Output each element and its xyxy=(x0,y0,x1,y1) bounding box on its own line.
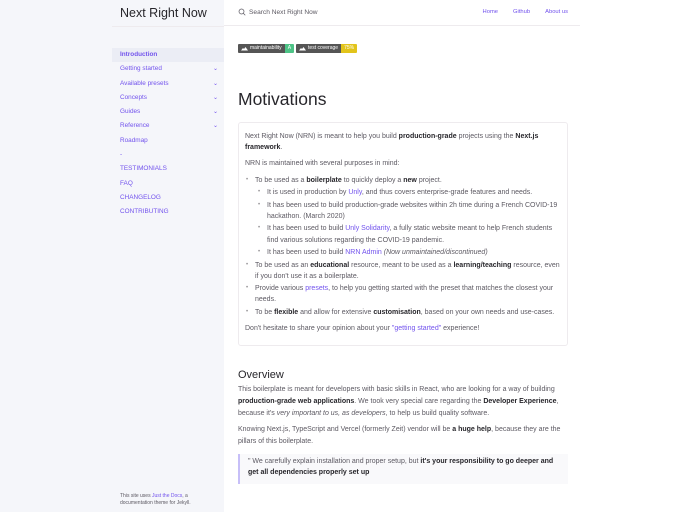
sidebar-item-label: Guides xyxy=(120,108,141,116)
chevron-down-icon[interactable]: ⌄ xyxy=(212,80,218,87)
overview-heading: Overview xyxy=(238,369,284,382)
site-title[interactable]: Next Right Now xyxy=(120,6,207,20)
badge-value: 75% xyxy=(341,44,357,53)
sidebar-footer xyxy=(120,493,220,507)
sidebar-item-introduction[interactable] xyxy=(112,48,224,62)
list-item: • To be flexible and allow for extensive customisation, based on your own needs and use-cases. xyxy=(245,307,561,318)
sidebar-item-label: TESTIMONIALS xyxy=(120,165,167,173)
sidebar-item-getting-started[interactable] xyxy=(112,62,224,76)
search-icon xyxy=(238,8,246,16)
chevron-down-icon[interactable]: ⌄ xyxy=(212,123,218,130)
top-nav xyxy=(483,9,568,15)
just-the-docs-link[interactable]: Just the Docs xyxy=(151,493,183,499)
purposes-intro: NRN is maintained with several purposes in mind: xyxy=(245,160,400,168)
sidebar-item-label: Available presets xyxy=(120,79,169,87)
motivations-card xyxy=(238,122,568,346)
nav-github-link[interactable]: Github xyxy=(513,9,531,15)
sidebar-item-label: Introduction xyxy=(120,51,158,58)
top-header xyxy=(224,0,580,26)
overview-paragraph: Knowing Next.js, TypeScript and Vercel (formerly Zeit) vendor will be a huge help, because they are the pillars of this boilerplate. xyxy=(238,426,561,446)
list-item: • It is used in production by Unly, and thus covers enterprise-grade features and needs. xyxy=(255,187,561,198)
intro-paragraph: Next Right Now (NRN) is meant to help you build production-grade projects using the Next.js framework. xyxy=(245,133,539,152)
purposes-list xyxy=(245,175,561,319)
nav-about-link[interactable]: About us xyxy=(545,9,568,15)
search-placeholder: Search Next Right Now xyxy=(249,8,318,16)
sidebar-item-reference[interactable] xyxy=(112,119,224,133)
nrn-admin-link[interactable]: NRN Admin xyxy=(345,249,382,257)
overview-section xyxy=(238,384,568,484)
list-item: • Provide various presets, to help you getting started with the preset that matches the closest your needs. xyxy=(245,283,561,305)
list-item: • To be used as an educational resource, meant to be used as a learning/teaching resource, even if you don't use it as a boilerplate. xyxy=(245,260,561,282)
sidebar-item-testimonials[interactable] xyxy=(112,162,224,176)
nav-home-link[interactable]: Home xyxy=(482,9,499,15)
sidebar-item-label: - xyxy=(120,151,123,159)
getting-started-link[interactable]: "getting started" xyxy=(391,325,442,333)
main-content xyxy=(238,44,572,484)
codeclimate-icon xyxy=(299,46,306,51)
sidebar-item-changelog[interactable] xyxy=(112,191,224,205)
sub-list xyxy=(255,187,561,258)
sidebar-item-faq[interactable] xyxy=(112,177,224,191)
badge-label: maintainability xyxy=(250,45,282,51)
footer-text: , a documentation theme for Jekyll. xyxy=(120,493,191,506)
codeclimate-icon xyxy=(241,46,248,51)
motivations-heading: Motivations xyxy=(238,89,327,109)
test-coverage-badge[interactable] xyxy=(296,44,357,53)
list-item: • It has been used to build NRN Admin (Now unmaintained/discontinued) xyxy=(255,247,561,258)
search-input[interactable] xyxy=(238,8,318,16)
list-item: • To be used as a boilerplate to quickly deploy a new project. • It is used in production by Unly, and thus covers enterprise-grade features and needs. • It has been used to build production-grade websites within 2h time during a French COVID-19 hackathon. (March 2020) • It has been used to build Unly Solidarity, a fully static website meant to help French students find various solutions regarding the COVID-19 pandemic. • It has been used to build NRN Admin (Now unmaintained/discontinued) xyxy=(245,175,561,259)
sidebar-nav xyxy=(112,48,224,220)
unly-link[interactable]: Unly xyxy=(348,189,362,197)
sidebar-item-available-presets[interactable] xyxy=(112,77,224,91)
sidebar-item-label: CONTRIBUTING xyxy=(120,208,169,216)
sidebar-item-guides[interactable] xyxy=(112,105,224,119)
chevron-down-icon[interactable]: ⌄ xyxy=(212,109,218,116)
chevron-down-icon[interactable]: ⌄ xyxy=(212,94,218,101)
sidebar-item-roadmap[interactable] xyxy=(112,134,224,148)
sidebar-divider xyxy=(112,26,224,27)
badge-label: test coverage xyxy=(308,45,339,51)
sidebar-item-contributing[interactable] xyxy=(112,205,224,219)
list-item: • It has been used to build Unly Solidarity, a fully static website meant to help French students find various solutions regarding the COVID-19 pandemic. xyxy=(255,223,561,245)
badge-value: A xyxy=(285,44,294,53)
overview-paragraph: This boilerplate is meant for developers with basic skills in React, who are looking for a way of building production-grade web applications. We took very special care regarding the Developer Experience, because it's very important to us, as developers, to help us build quality software. xyxy=(238,386,559,417)
blockquote: " We carefully explain installation and proper setup, but it's your responsibility to go deeper and get all dependencies properly set up xyxy=(238,454,568,484)
sidebar-item-separator[interactable] xyxy=(112,148,224,162)
sidebar-item-label: Getting started xyxy=(120,65,162,73)
sidebar-item-label: Roadmap xyxy=(120,136,148,144)
sidebar-item-concepts[interactable] xyxy=(112,91,224,105)
maintainability-badge[interactable] xyxy=(238,44,294,53)
badges xyxy=(238,44,572,53)
sidebar-item-label: Concepts xyxy=(120,93,147,101)
sidebar-item-label: FAQ xyxy=(120,179,133,187)
sidebar-item-label: Reference xyxy=(120,122,150,130)
chevron-down-icon[interactable]: ⌄ xyxy=(212,66,218,73)
sidebar xyxy=(112,0,224,512)
list-item: • It has been used to build production-grade websites within 2h time during a French COVID-19 hackathon. (March 2020) xyxy=(255,200,561,222)
outro-paragraph: Don't hesitate to share your opinion about your "getting started" experience! xyxy=(245,325,480,333)
footer-text: This site uses xyxy=(120,493,152,499)
sidebar-item-label: CHANGELOG xyxy=(120,193,161,201)
presets-link[interactable]: presets xyxy=(305,285,329,293)
unly-solidarity-link[interactable]: Unly Solidarity xyxy=(345,225,390,233)
